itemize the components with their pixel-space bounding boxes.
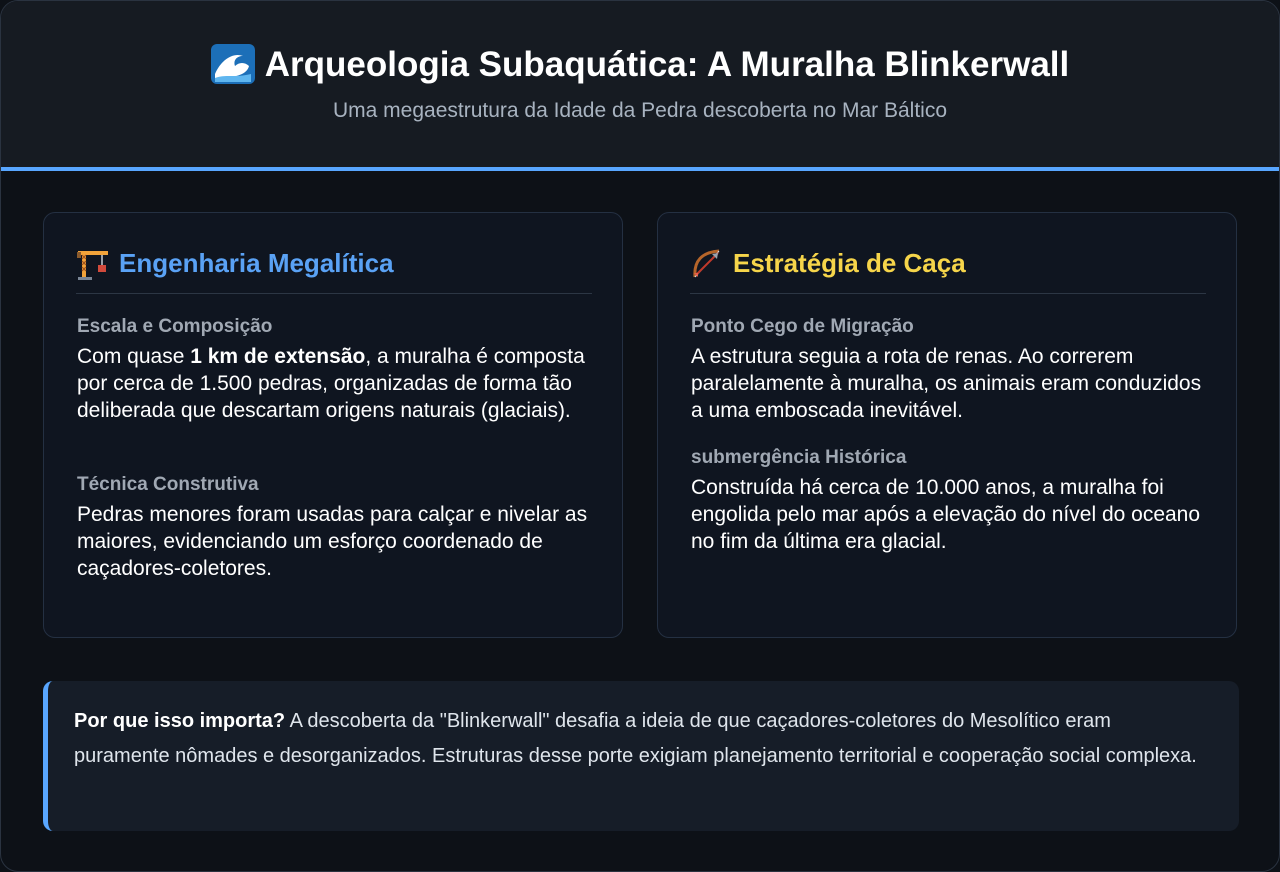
body-highlight: 1 km de extensão [190,345,366,368]
section-migration [691,315,1211,424]
card-hunting [657,212,1237,638]
bow-and-arrow-icon [690,247,724,281]
card-title: Estratégia de Caça [733,248,966,278]
callout-lead: Por que isso importa? [74,710,286,732]
body-text: , a muralha é composta por cerca de 1.500 pedras, organizadas de forma tão deliberada que descartam origens naturais (glaciais). [77,345,585,422]
card-header [76,245,592,294]
section-heading: submergência Histórica [691,447,907,468]
wave-icon [211,44,255,84]
card-header [690,245,1206,294]
page-header [1,1,1279,171]
body-text: Com quase [77,345,191,368]
importance-callout [43,681,1239,831]
callout-text: A descoberta da "Blinkerwall" desafia a ideia de que caçadores-coletores do Mesolítico eram puramente nômades e desorganizados. Estruturas desse porte exigiam planejamento territorial e cooperação social complexa. [74,710,1197,767]
section-heading: Ponto Cego de Migração [691,316,914,337]
section-heading: Escala e Composição [77,316,273,337]
page-title: Arqueologia Subaquática: A Muralha Blinkerwall [264,45,1070,84]
section-submergence [691,446,1211,555]
section-scale [77,315,597,424]
page-title-row [1,43,1279,87]
section-body [77,343,597,424]
section-body: Pedras menores foram usadas para calçar e nivelar as maiores, evidenciando um esforço coordenado de caçadores-coletores. [77,503,588,580]
section-heading: Técnica Construtiva [77,474,259,495]
section-body: A estrutura seguia a rota de renas. Ao correrem paralelamente à muralha, os animais eram conduzidos a uma emboscada inevitável. [691,345,1202,422]
section-body: Construída há cerca de 10.000 anos, a muralha foi engolida pelo mar após a elevação do nível do oceano no fim da última era glacial. [691,476,1201,553]
card-title: Engenharia Megalítica [119,248,394,278]
page-subtitle: Uma megaestrutura da Idade da Pedra descoberta no Mar Báltico [332,99,947,122]
section-technique [77,473,597,582]
crane-icon [76,247,110,281]
card-engineering [43,212,623,638]
